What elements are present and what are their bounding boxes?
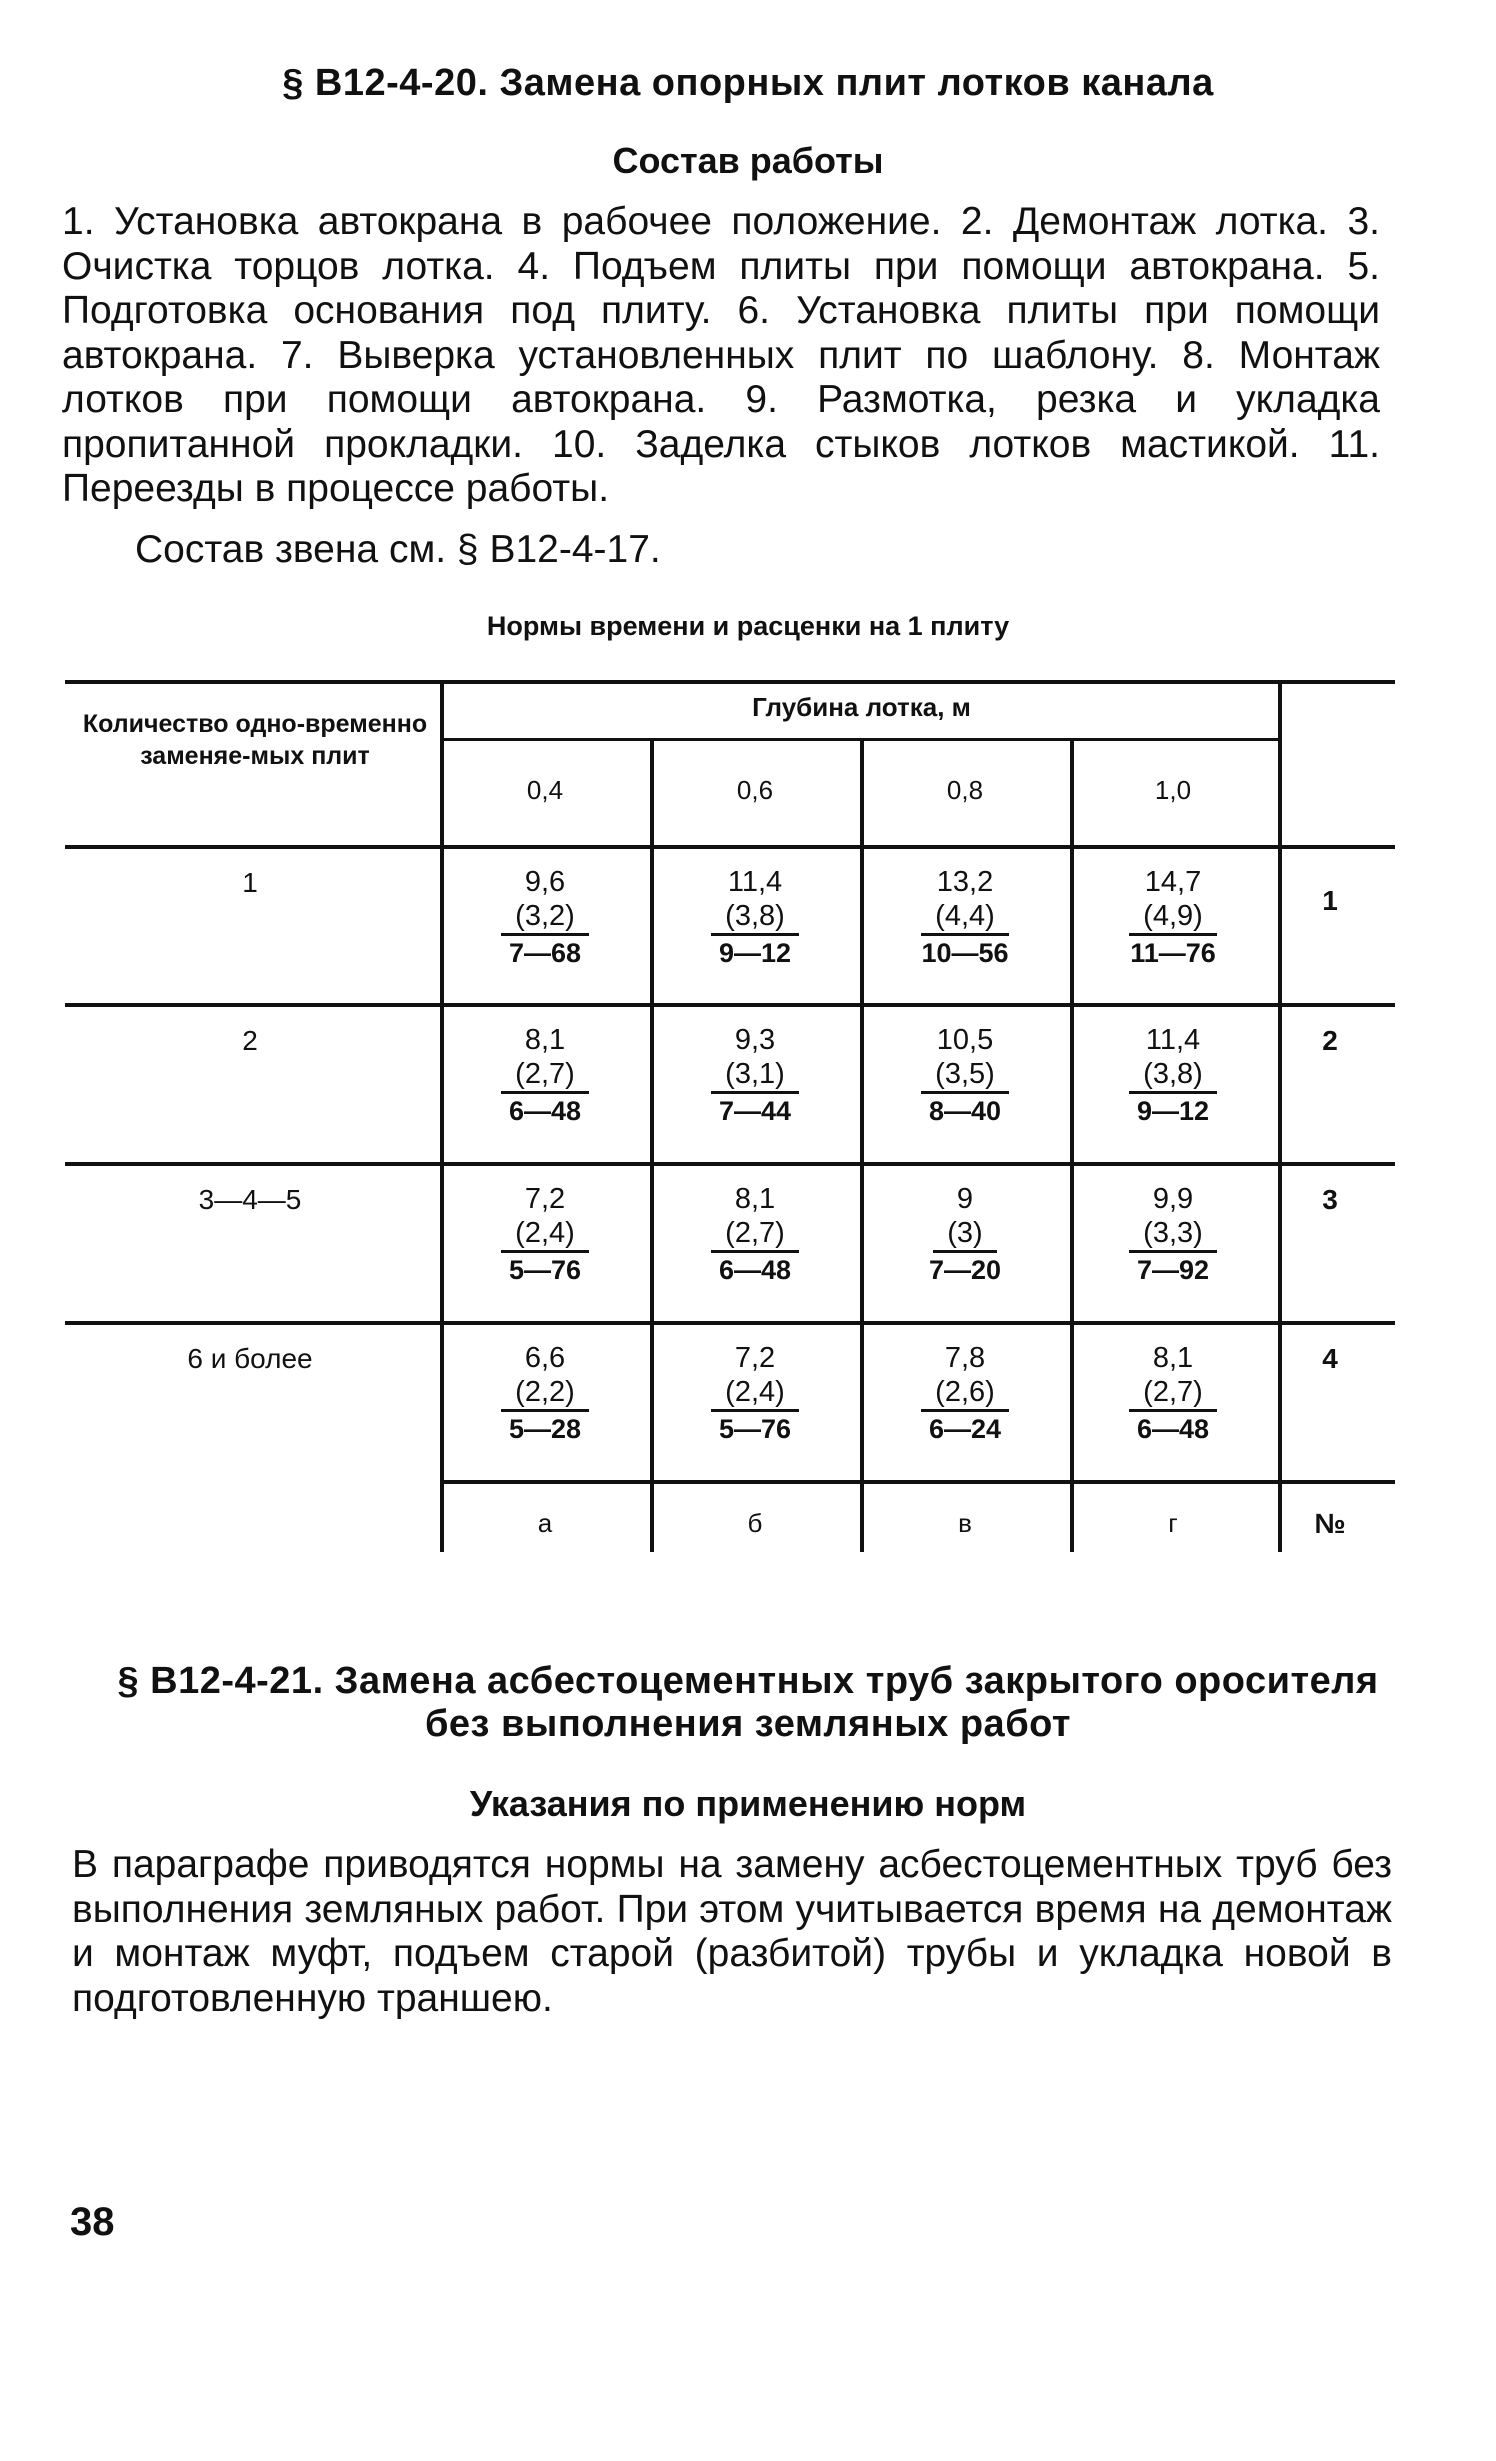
section2-subtitle: Указания по применению норм: [469, 1783, 1027, 1824]
table-cell: [660, 865, 850, 970]
table-cell: [870, 1182, 1060, 1287]
section-subtitle: Состав работы: [612, 140, 884, 181]
rate-price: 6—48: [1136, 1414, 1210, 1444]
crew-reference: Состав звена см. § В12-4-17.: [135, 528, 661, 571]
time-norm: 9: [956, 1183, 974, 1215]
worker-time: (3,5): [921, 1057, 1009, 1094]
time-norm: 7,2: [524, 1183, 566, 1215]
row-header: Количество одно-временно заменяе-мых плит: [82, 710, 428, 770]
rate-price: 7—92: [1136, 1255, 1210, 1285]
table-cell: [660, 1341, 850, 1446]
time-norm: 11,4: [727, 866, 783, 898]
column-header: 0,8: [946, 775, 984, 805]
rate-price: 10—56: [921, 938, 1009, 968]
group-header: Глубина лотка, м: [752, 692, 971, 722]
column-letter: а: [537, 1508, 553, 1538]
time-norm: 9,6: [524, 866, 566, 898]
worker-time: (3,8): [711, 899, 799, 936]
time-norm: 9,9: [1152, 1183, 1194, 1215]
work-composition-text: 1. Установка автокрана в рабочее положение. 2. Демонтаж лотка. 3. Очистка торцов лотка. 4. Подъем плиты при помощи автокрана. 5. Подготовка основания под плиту. 6. Установка плиты при помощи автокрана. 7. Выверка установленных плит по шаблону. 8. Монтаж лотков при помощи автокрана. 9. Размотка, резка и укладка пропитанной прокладки. 10. Заделка стыков лотков мастикой. 11. Переезды в процессе работы.: [62, 200, 1380, 510]
table-cell: [660, 1182, 850, 1287]
section2-text: В параграфе приводятся нормы на замену асбестоцементных труб без выполнения земляных работ. При этом учитывается время на демонтаж и монтаж муфт, подъем старой (разбитой) трубы и укладка новой в подготовленную траншею.: [72, 1843, 1392, 2020]
time-norm: 9,3: [734, 1024, 776, 1056]
worker-time: (2,7): [1129, 1375, 1217, 1412]
worker-time: (3,1): [711, 1057, 799, 1094]
column-letter: в: [958, 1508, 972, 1538]
rate-price: 7—20: [928, 1255, 1002, 1285]
time-norm: 6,6: [524, 1342, 566, 1374]
rate-price: 7—68: [508, 938, 582, 968]
column-header: 0,4: [526, 775, 564, 805]
time-norm: 7,2: [734, 1342, 776, 1374]
table-cell: [1078, 865, 1268, 970]
table-cell: [870, 1023, 1060, 1128]
row-label: 2: [242, 1025, 258, 1056]
table-cell: [450, 1023, 640, 1128]
rate-price: 5—76: [718, 1414, 792, 1444]
table-cell: [450, 1182, 640, 1287]
worker-time: (2,7): [711, 1216, 799, 1253]
time-norm: 7,8: [944, 1342, 986, 1374]
row-number: 3: [1322, 1184, 1338, 1215]
worker-time: (2,2): [501, 1375, 589, 1412]
worker-time: (3,2): [501, 899, 589, 936]
section2-title-line2: без выполнения земляных работ: [424, 1703, 1072, 1745]
norms-table: [65, 680, 1395, 1550]
worker-time: (3): [933, 1216, 996, 1253]
worker-time: (4,9): [1129, 899, 1217, 936]
time-norm: 8,1: [524, 1024, 566, 1056]
column-letter: г: [1168, 1508, 1178, 1538]
rate-price: 6—48: [508, 1096, 582, 1126]
row-label: 1: [242, 867, 258, 898]
worker-time: (2,4): [501, 1216, 589, 1253]
column-header: 0,6: [736, 775, 774, 805]
row-number: 2: [1322, 1025, 1338, 1056]
table-cell: [1078, 1023, 1268, 1128]
worker-time: (3,3): [1129, 1216, 1217, 1253]
column-letter: б: [747, 1508, 763, 1538]
time-norm: 10,5: [936, 1024, 994, 1056]
rate-price: 6—48: [718, 1255, 792, 1285]
rate-price: 8—40: [928, 1096, 1002, 1126]
rate-price: 9—12: [1136, 1096, 1210, 1126]
column-header: 1,0: [1154, 775, 1192, 805]
time-norm: 14,7: [1144, 866, 1202, 898]
rate-price: 5—28: [508, 1414, 582, 1444]
time-norm: 8,1: [734, 1183, 776, 1215]
table-cell: [450, 865, 640, 970]
rate-price: 11—76: [1130, 938, 1216, 968]
time-norm: 8,1: [1152, 1342, 1194, 1374]
rate-price: 9—12: [718, 938, 792, 968]
number-column-label: №: [1314, 1508, 1346, 1539]
row-label: 3—4—5: [198, 1184, 302, 1215]
table-title: Нормы времени и расценки на 1 плиту: [486, 611, 1010, 641]
section2-title-line1: § В12-4-21. Замена асбестоцементных труб закрытого оросителя: [117, 1660, 1379, 1702]
row-number: 4: [1322, 1343, 1338, 1374]
time-norm: 11,4: [1145, 1024, 1201, 1056]
table-cell: [1078, 1182, 1268, 1287]
worker-time: (2,4): [711, 1375, 799, 1412]
time-norm: 13,2: [936, 866, 994, 898]
table-cell: [660, 1023, 850, 1128]
rate-price: 6—24: [928, 1414, 1002, 1444]
row-number: 1: [1322, 885, 1338, 916]
table-cell: [450, 1341, 640, 1446]
worker-time: (2,7): [501, 1057, 589, 1094]
section-title: § В12-4-20. Замена опорных плит лотков канала: [282, 62, 1214, 104]
table-cell: [870, 865, 1060, 970]
worker-time: (4,4): [921, 899, 1009, 936]
row-label: 6 и более: [187, 1343, 313, 1374]
rate-price: 5—76: [508, 1255, 582, 1285]
rate-price: 7—44: [718, 1096, 792, 1126]
page-number: 38: [70, 2200, 115, 2244]
worker-time: (3,8): [1129, 1057, 1217, 1094]
worker-time: (2,6): [921, 1375, 1009, 1412]
table-cell: [1078, 1341, 1268, 1446]
table-cell: [870, 1341, 1060, 1446]
